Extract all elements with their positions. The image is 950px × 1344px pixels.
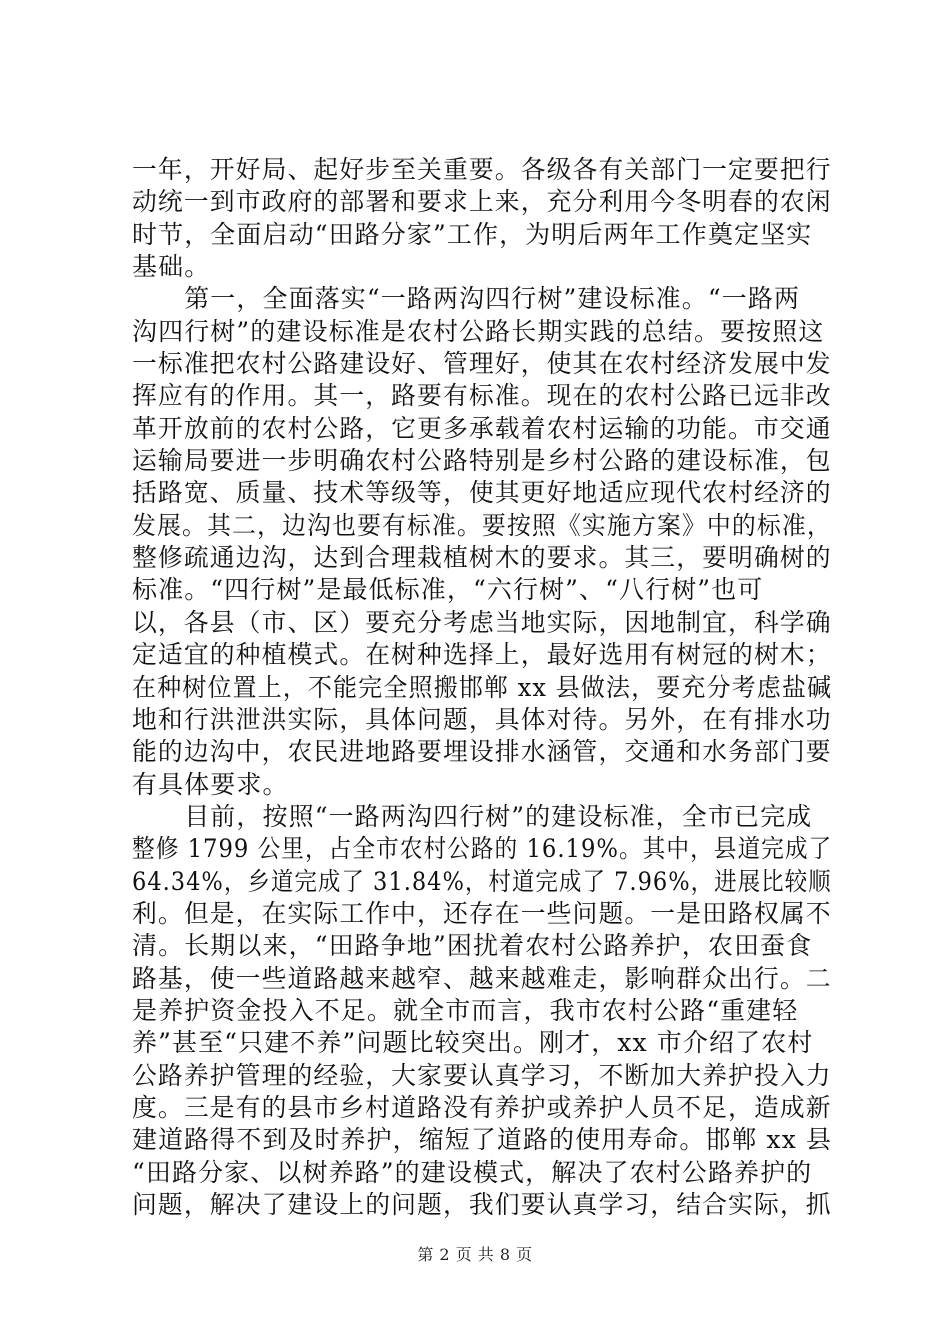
text-line: 整修疏通边沟，达到合理栽植树木的要求。其三，要明确树的 [132,543,832,573]
text-line: 发展。其二，边沟也要有标准。要按照《实施方案》中的标准， [132,510,832,540]
text-line: 时节，全面启动“田路分家”工作，为明后两年工作奠定坚实 [132,219,813,249]
text-line: 括路宽、质量、技术等级等，使其更好地适应现代农村经济的 [132,478,832,508]
text-line: 能的边沟中，农民进地路要埋设排水涵管，交通和水务部门要 [132,737,832,767]
text-line: 清。长期以来，“田路争地”困扰着农村公路养护，农田蚕食 [132,931,813,961]
text-line: 第一，全面落实“一路两沟四行树”建设标准。“一路两 [132,284,801,314]
text-line: 公路养护管理的经验，大家要认真学习，不断加大养护投入力 [132,1060,832,1090]
text-line: 问题，解决了建设上的问题，我们要认真学习，结合实际，抓 [132,1190,832,1219]
text-line: 挥应有的作用。其一，路要有标准。现在的农村公路已远非改 [132,381,832,411]
text-line: 养”甚至“只建不养”问题比较突出。刚才，xx 市介绍了农村 [132,1028,814,1058]
text-line: 运输局要进一步明确农村公路特别是乡村公路的建设标准，包 [132,446,832,476]
body-text [132,154,832,1221]
text-line: 地和行洪泄洪实际，具体问题，具体对待。另外，在有排水功 [132,704,832,734]
text-line: 在种树位置上，不能完全照搬邯郸 xx 县做法，要充分考虑盐碱 [132,672,833,702]
text-line: “田路分家、以树养路”的建设模式，解决了农村公路养护的 [132,1157,813,1187]
text-line: 沟四行树”的建设标准是农村公路长期实践的总结。要按照这 [132,316,825,346]
text-line: 度。三是有的县市乡村道路没有养护或养护人员不足，造成新 [132,1092,832,1122]
text-line: 以，各县（市、区）要充分考虑当地实际，因地制宜，科学确 [132,607,832,637]
page-footer: 第 2 页 共 8 页 [417,1245,533,1264]
text-line: 动统一到市政府的部署和要求上来，充分利用今冬明春的农闲 [132,187,832,217]
text-line: 一标准把农村公路建设好、管理好，使其在农村经济发展中发 [132,349,832,379]
text-line: 有具体要求。 [132,769,289,799]
text-line: 定适宜的种植模式。在树种选择上，最好选用有树冠的树木； [132,640,832,670]
text-line: 64.34%，乡道完成了 31.84%，村道完成了 7.96%，进展比较顺 [132,866,832,896]
text-line: 路基，使一些道路越来越窄、越来越难走，影响群众出行。二 [132,963,832,993]
text-line: 目前，按照“一路两沟四行树”的建设标准，全市已完成 [132,801,813,831]
text-line: 一年，开好局、起好步至关重要。各级各有关部门一定要把行 [132,155,832,184]
text-line: 革开放前的农村公路，它更多承载着农村运输的功能。市交通 [132,413,832,443]
text-line: 基础。 [132,252,211,282]
text-line: 标准。“四行树”是最低标准，“六行树”、“八行树”也可 [132,575,764,605]
text-line: 整修 1799 公里，占全市农村公路的 16.19%。其中，县道完成了 [132,834,833,864]
text-line: 建道路得不到及时养护，缩短了道路的使用寿命。邯郸 xx 县 [132,1125,833,1155]
text-line: 利。但是，在实际工作中，还存在一些问题。一是田路权属不 [132,898,832,928]
text-line: 是养护资金投入不足。就全市而言，我市农村公路“重建轻 [132,995,799,1025]
